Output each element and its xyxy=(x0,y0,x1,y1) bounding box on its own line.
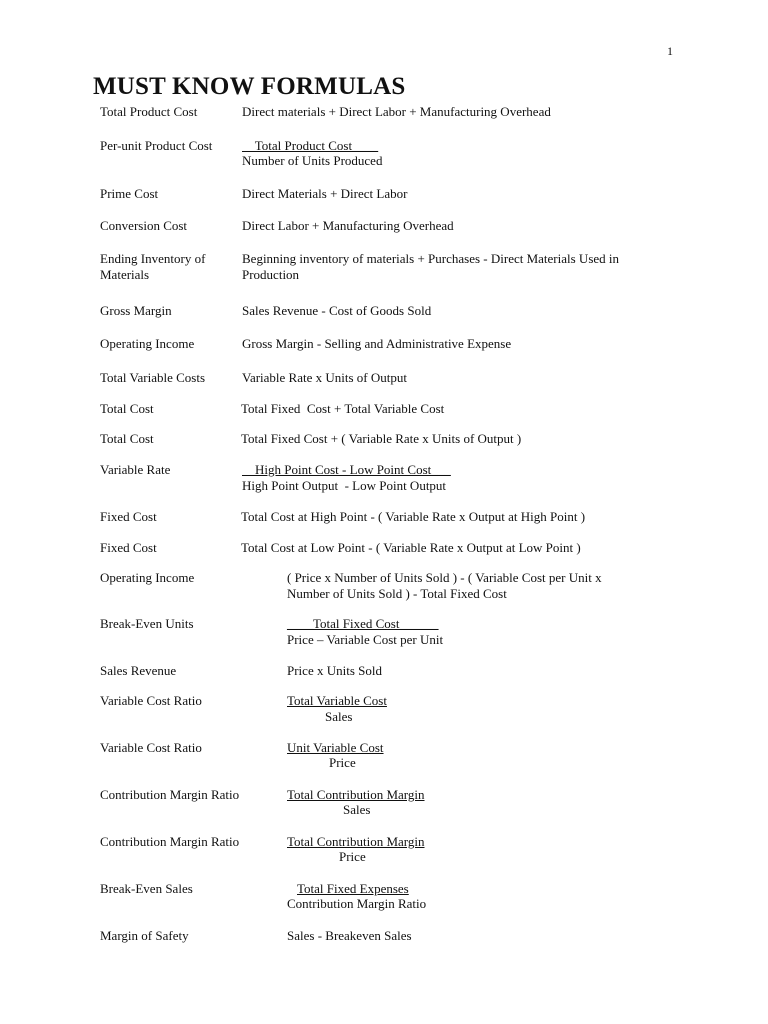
formula-label: Gross Margin xyxy=(100,303,172,318)
formula-label: Conversion Cost xyxy=(100,218,188,233)
page-title: MUST KNOW FORMULAS xyxy=(93,73,406,100)
formula-label: Fixed Cost xyxy=(100,509,157,524)
formula-label: Contribution Margin Ratio xyxy=(100,787,240,802)
formula-text: Total Fixed Cost + ( Variable Rate x Units of Output ) xyxy=(241,431,522,446)
formula-text: Price x Units Sold xyxy=(287,663,382,678)
formula-label: Total Variable Costs xyxy=(100,370,206,385)
formula-label: Break-Even Units xyxy=(100,616,194,631)
formula-label: Margin of Safety xyxy=(100,928,189,943)
formula-text: Direct materials + Direct Labor + Manufacturing Overhead xyxy=(242,104,551,119)
formula-text: Beginning inventory of materials + Purchases - Direct Materials Used in xyxy=(242,251,620,266)
formula-label: Contribution Margin Ratio xyxy=(100,834,240,849)
formula-numerator: Unit Variable Cost xyxy=(287,740,384,755)
formula-text-continued: Production xyxy=(242,267,300,282)
formula-text: Total Cost at High Point - ( Variable Rate x Output at High Point ) xyxy=(241,509,586,524)
formula-denominator: Sales xyxy=(325,709,353,724)
formula-numerator: High Point Cost - Low Point Cost___ xyxy=(242,462,451,477)
page-number: 1 xyxy=(667,44,673,58)
formula-label: Variable Rate xyxy=(100,462,171,477)
formula-text: Sales Revenue - Cost of Goods Sold xyxy=(242,303,432,318)
formula-denominator: Price xyxy=(329,755,356,770)
formula-label: Per-unit Product Cost xyxy=(100,138,213,153)
formula-denominator: Sales xyxy=(343,802,371,817)
formula-label: Operating Income xyxy=(100,570,195,585)
formula-text-continued: Number of Units Sold ) - Total Fixed Cost xyxy=(287,586,507,601)
formula-numerator: Total Product Cost____ xyxy=(242,138,379,153)
formula-denominator: Price xyxy=(339,849,366,864)
formula-denominator: Price – Variable Cost per Unit xyxy=(287,632,444,647)
formula-text: Direct Labor + Manufacturing Overhead xyxy=(242,218,454,233)
formula-text: Gross Margin - Selling and Administrative Expense xyxy=(242,336,512,351)
formula-denominator: Contribution Margin Ratio xyxy=(287,896,427,911)
formula-denominator: Number of Units Produced xyxy=(242,153,383,168)
formula-label: Ending Inventory of xyxy=(100,251,206,266)
formula-text: Variable Rate x Units of Output xyxy=(242,370,407,385)
formula-text: Sales - Breakeven Sales xyxy=(287,928,412,943)
formula-label: Sales Revenue xyxy=(100,663,177,678)
formula-text: ( Price x Number of Units Sold ) - ( Variable Cost per Unit x xyxy=(287,570,602,585)
formula-label-continued: Materials xyxy=(100,267,150,282)
formula-numerator: Total Contribution Margin xyxy=(287,834,425,849)
formula-label: Prime Cost xyxy=(100,186,159,201)
formula-label: Total Cost xyxy=(100,431,154,446)
formula-label: Total Product Cost xyxy=(100,104,198,119)
formula-numerator: Total Fixed Expenses xyxy=(297,881,409,896)
formula-label: Variable Cost Ratio xyxy=(100,740,202,755)
formula-label: Total Cost xyxy=(100,401,154,416)
formula-numerator: ____Total Fixed Cost______ xyxy=(287,616,439,631)
formula-label: Operating Income xyxy=(100,336,195,351)
formula-text: Total Fixed Cost + Total Variable Cost xyxy=(241,401,445,416)
formula-text: Total Cost at Low Point - ( Variable Rate x Output at Low Point ) xyxy=(241,540,581,555)
formula-numerator: Total Variable Cost xyxy=(287,693,387,708)
formula-text: Direct Materials + Direct Labor xyxy=(242,186,408,201)
formula-denominator: High Point Output - Low Point Output xyxy=(242,478,447,493)
formula-label: Fixed Cost xyxy=(100,540,157,555)
formula-label: Break-Even Sales xyxy=(100,881,193,896)
formula-numerator: Total Contribution Margin xyxy=(287,787,425,802)
formula-label: Variable Cost Ratio xyxy=(100,693,202,708)
